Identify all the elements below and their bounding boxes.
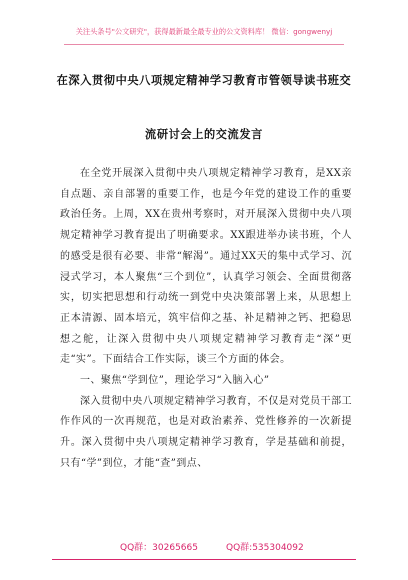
page-footer xyxy=(0,538,408,558)
header-divider xyxy=(64,44,344,45)
footer-qq-group-1: QQ群：30265665 xyxy=(120,543,198,553)
page-header xyxy=(0,0,408,46)
footer-divider xyxy=(52,559,356,560)
document-body xyxy=(60,164,352,475)
header-promo-text: 关注头条号"公文研究"，获得最新最全最专业的公文资料库！ 微信：gongwenyj xyxy=(75,27,333,36)
section-heading-1: 一、聚焦“学到位”，理论学习“入脑入心” xyxy=(80,375,270,387)
body-paragraph-intro: 在全党开展深入贯彻中央八项规定精神学习教育，是XX亲自点题、亲自部署的重要工作，也是今年党的建设工作的重要政治任务。上周，XX在贵州考察时，对开展深入贯彻中央八项规定精神学习教育提出了明确要求。XX跟进举办读书班，个人的感受是很有必要、非常“解渴”。通过XX天的集中式学习、沉浸式学习，本人聚焦“三个到位”，认真学习领会、全面贯彻落实，切实把思想和行动统一到党中央决策部署上来，从思想上正本清源、固本培元，筑牢信仰之基、补足精神之钙、把稳思想之舵，让深入贯彻中央八项规定精神学习教育走“深”更走“实”。下面结合工作实际，谈三个方面的体会。 xyxy=(60,168,352,366)
document-title-line-1: 在深入贯彻中央八项规定精神学习教育市管领导读书班交 xyxy=(56,73,352,87)
footer-qq-group-2: QQ群:535304092 xyxy=(226,543,304,553)
document-title-line-2: 流研讨会上的交流发言 xyxy=(145,127,263,141)
body-paragraph-section-1: 深入贯彻中央八项规定精神学习教育，不仅是对党员干部工作作风的一次再规范，也是对政治素养、党性修养的一次新提升。深入贯彻中央八项规定精神学习教育，学是基础和前提，只有“学”到位，才能“查”到点、 xyxy=(60,395,352,469)
